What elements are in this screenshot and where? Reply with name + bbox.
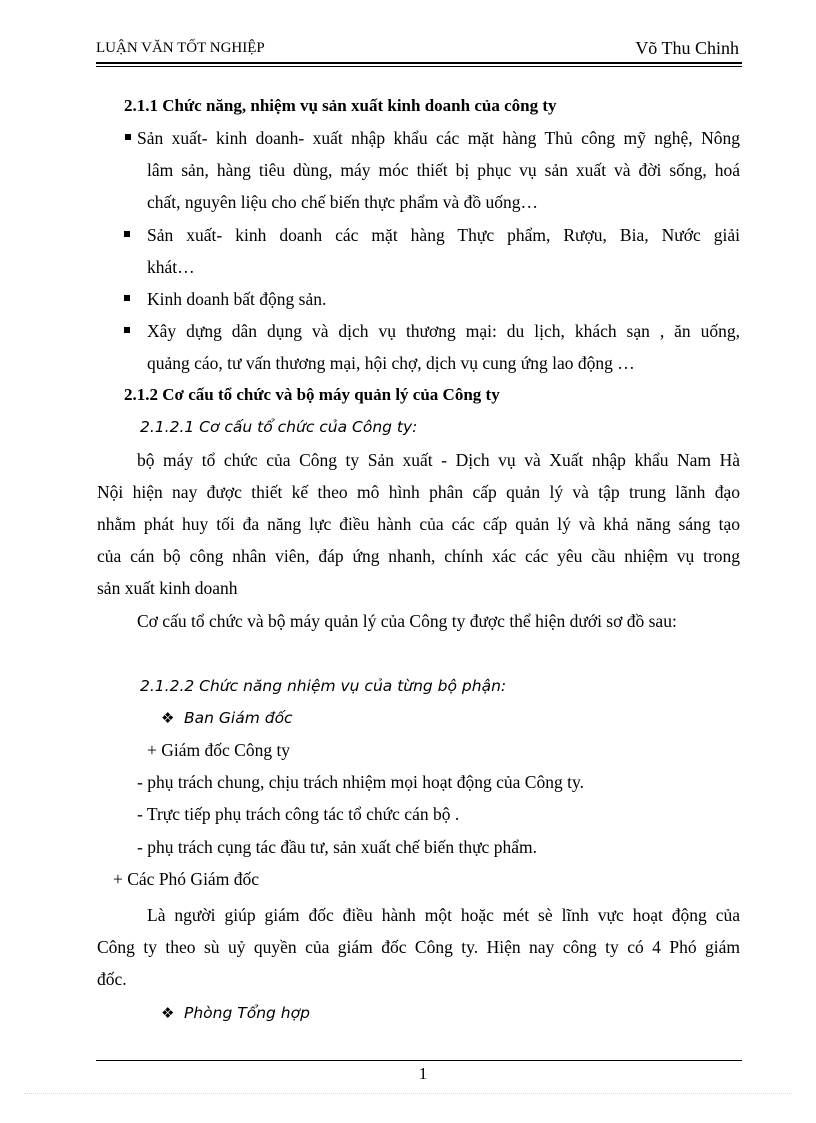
- giam-doc-duty-3: - phụ trách cụng tác đầu tư, sản xuất chế biến thực phẩm.: [137, 837, 537, 857]
- bullet-4-line-2: quảng cáo, tư vấn thương mại, hội chợ, dịch vụ cung ứng lao động …: [147, 353, 635, 373]
- header-author: Võ Thu Chinh: [635, 38, 739, 58]
- section-title-2-1-1: 2.1.1 Chức năng, nhiệm vụ sản xuất kinh doanh của công ty: [124, 96, 557, 115]
- square-bullet-icon: [124, 231, 130, 237]
- subsection-2-1-2-1: 2.1.2.1 Cơ cấu tổ chức của Công ty:: [140, 418, 418, 436]
- footer-rule: [96, 1060, 742, 1061]
- bullet-4-line-1: Xây dựng dân dụng và dịch vụ thương mại: du lịch, khách sạn , ăn uống,: [147, 321, 740, 341]
- phong-tong-hop: Phòng Tổng hợp: [184, 1004, 310, 1022]
- giam-doc-duty-1: - phụ trách chung, chịu trách nhiệm mọi hoạt động của Công ty.: [137, 772, 584, 792]
- section-title-2-1-2: 2.1.2 Cơ cấu tổ chức và bộ máy quản lý của Công ty: [124, 385, 500, 404]
- para-3-line-1: Là người giúp giám đốc điều hành một hoặc mét sè lĩnh vực hoạt động của: [147, 905, 740, 925]
- square-bullet-icon: [125, 134, 131, 140]
- bullet-1-line-3: chất, nguyên liệu cho chế biến thực phẩm và đồ uống…: [147, 192, 538, 212]
- bullet-1-line-2: lâm sản, hàng tiêu dùng, máy móc thiết bị phục vụ sản xuất và đời sống, hoá: [147, 160, 740, 180]
- header-rule: [96, 62, 742, 67]
- page-boundary: [24, 1093, 792, 1094]
- giam-doc-duty-2: - Trực tiếp phụ trách công tác tổ chức cán bộ .: [137, 804, 460, 824]
- para-1-line-4: của cán bộ công nhân viên, đáp ứng nhanh, chính xác các yêu cầu nhiệm vụ trong: [97, 546, 740, 566]
- giam-doc-heading: + Giám đốc Công ty: [147, 740, 291, 760]
- pho-giam-doc-heading: + Các Phó Giám đốc: [113, 869, 259, 889]
- para-1-line-5: sản xuất kinh doanh: [97, 578, 238, 598]
- bullet-1-line-1: Sản xuất- kinh doanh- xuất nhập khẩu các mặt hàng Thủ công mỹ nghệ, Nông: [137, 128, 740, 148]
- para-1-line-3: nhằm phát huy tối đa năng lực điều hành của các cấp quản lý và khả năng sáng tạo: [97, 514, 740, 534]
- page-number: 1: [418, 1064, 428, 1083]
- para-3-line-3: đốc.: [97, 969, 127, 989]
- para-1-line-1: bộ máy tổ chức của Công ty Sản xuất - Dịch vụ và Xuất nhập khẩu Nam Hà: [137, 450, 740, 470]
- square-bullet-icon: [124, 327, 130, 333]
- diamond-bullet-icon: ❖: [161, 1004, 175, 1022]
- square-bullet-icon: [124, 295, 130, 301]
- bullet-2-line-1: Sản xuất- kinh doanh các mặt hàng Thực phẩm, Rượu, Bia, Nước giải: [147, 225, 740, 245]
- subsection-2-1-2-2: 2.1.2.2 Chức năng nhiệm vụ của từng bộ phận:: [140, 677, 507, 695]
- para-1-line-2: Nội hiện nay được thiết kế theo mô hình phân cấp quản lý và tập trung lãnh đạo: [97, 482, 740, 502]
- ban-giam-doc: Ban Giám đốc: [184, 709, 293, 727]
- bullet-3: Kinh doanh bất động sản.: [147, 289, 327, 309]
- para-2: Cơ cấu tổ chức và bộ máy quản lý của Công ty được thể hiện dưới sơ đồ sau:: [137, 611, 677, 631]
- bullet-2-line-2: khát…: [147, 257, 195, 277]
- diamond-bullet-icon: ❖: [161, 709, 175, 727]
- para-3-line-2: Công ty theo sù uỷ quyền của giám đốc Công ty. Hiện nay công ty có 4 Phó giám: [97, 937, 740, 957]
- header-thesis-label: LUẬN VĂN TỐT NGHIỆP: [96, 40, 265, 56]
